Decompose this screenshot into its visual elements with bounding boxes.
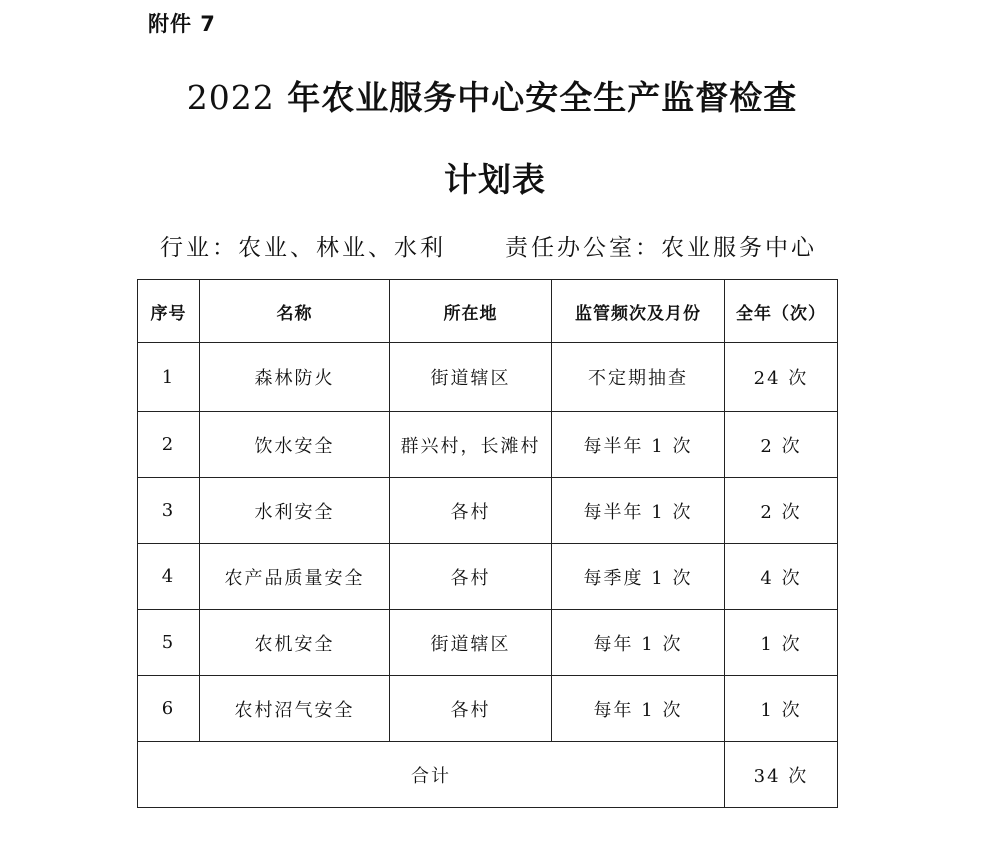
document-title-line2: 计划表 xyxy=(444,160,546,199)
cell-no: 6 xyxy=(138,676,200,742)
cell-frequency: 每年 1 次 xyxy=(552,610,725,676)
table-row xyxy=(138,412,838,478)
total-label: 合计 xyxy=(138,742,725,808)
table-row xyxy=(138,478,838,544)
cell-frequency: 每年 1 次 xyxy=(552,676,725,742)
cell-annual: 24 次 xyxy=(725,343,838,412)
cell-frequency: 不定期抽查 xyxy=(552,343,725,412)
cell-annual: 4 次 xyxy=(725,544,838,610)
cell-location: 各村 xyxy=(390,544,552,610)
table-header-row xyxy=(138,280,838,343)
table-row xyxy=(138,676,838,742)
cell-no: 3 xyxy=(138,478,200,544)
cell-annual: 1 次 xyxy=(725,610,838,676)
cell-name: 农村沼气安全 xyxy=(200,676,390,742)
office-label: 责任办公室：农业服务中心 xyxy=(505,235,817,261)
document-title xyxy=(0,72,984,119)
total-value: 34 次 xyxy=(725,742,838,808)
cell-no: 4 xyxy=(138,544,200,610)
cell-name: 森林防火 xyxy=(200,343,390,412)
header-name: 名称 xyxy=(200,280,390,343)
cell-annual: 1 次 xyxy=(725,676,838,742)
attachment-label: 附件 7 xyxy=(148,12,216,36)
header-frequency: 监管频次及月份 xyxy=(552,280,725,343)
title-year: 2022 xyxy=(186,78,275,117)
cell-name: 农机安全 xyxy=(200,610,390,676)
cell-frequency: 每季度 1 次 xyxy=(552,544,725,610)
cell-frequency: 每半年 1 次 xyxy=(552,412,725,478)
cell-frequency: 每半年 1 次 xyxy=(552,478,725,544)
header-location: 所在地 xyxy=(390,280,552,343)
cell-annual: 2 次 xyxy=(725,478,838,544)
table-total-row xyxy=(138,742,838,808)
table-row xyxy=(138,343,838,412)
inspection-plan-table xyxy=(137,279,838,808)
cell-location: 街道辖区 xyxy=(390,610,552,676)
industry-label: 行业：农业、林业、水利 xyxy=(160,235,446,261)
title-text: 年农业服务中心安全生产监督检查 xyxy=(274,78,798,117)
header-annual: 全年（次） xyxy=(725,280,838,343)
cell-no: 5 xyxy=(138,610,200,676)
cell-name: 饮水安全 xyxy=(200,412,390,478)
table-row xyxy=(138,610,838,676)
cell-location: 群兴村，长滩村 xyxy=(390,412,552,478)
cell-location: 街道辖区 xyxy=(390,343,552,412)
table-row xyxy=(138,544,838,610)
cell-no: 1 xyxy=(138,343,200,412)
header-no: 序号 xyxy=(138,280,200,343)
cell-no: 2 xyxy=(138,412,200,478)
cell-location: 各村 xyxy=(390,676,552,742)
cell-name: 水利安全 xyxy=(200,478,390,544)
cell-name: 农产品质量安全 xyxy=(200,544,390,610)
cell-location: 各村 xyxy=(390,478,552,544)
cell-annual: 2 次 xyxy=(725,412,838,478)
